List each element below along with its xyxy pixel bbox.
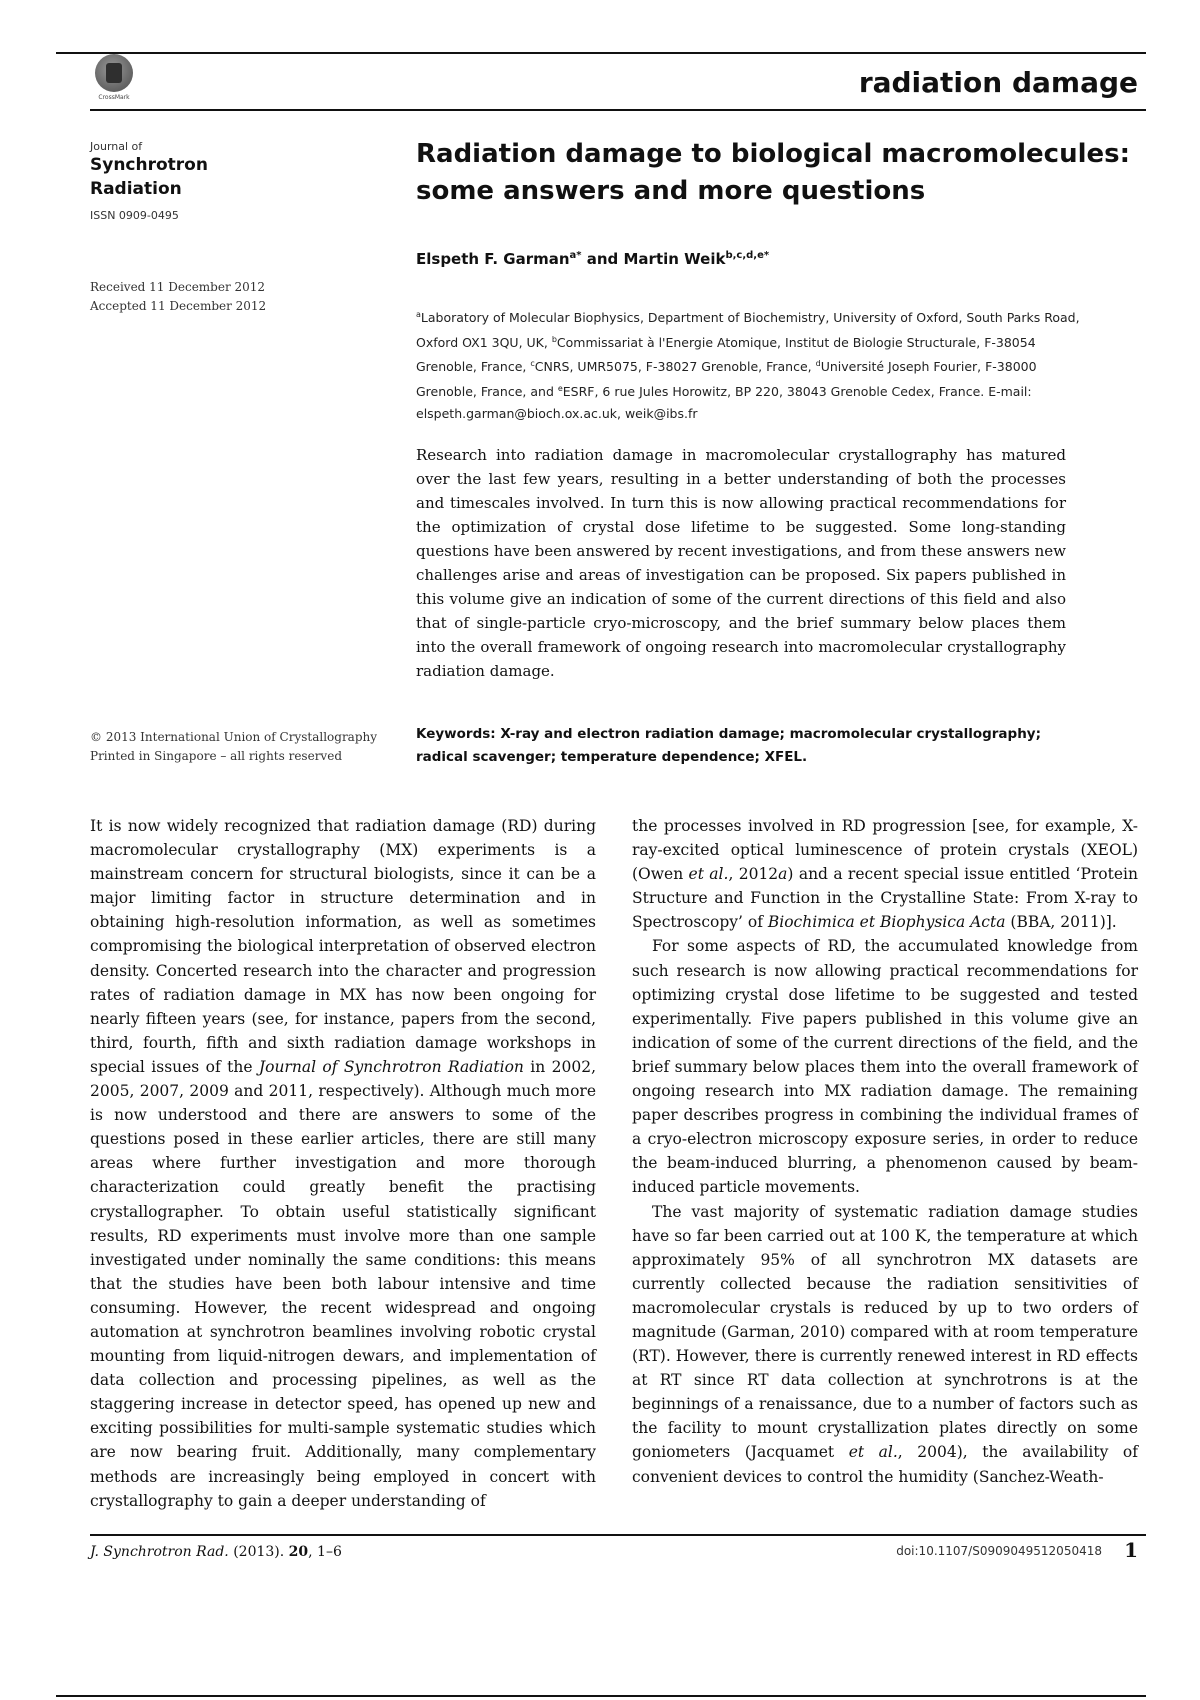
journal-issn: ISSN 0909-0495 — [90, 209, 179, 222]
title-line2: some answers and more questions — [416, 176, 926, 206]
top-rule — [56, 52, 1146, 54]
received-date: Received 11 December 2012 — [90, 280, 266, 294]
footer-volume: 20 — [288, 1544, 309, 1560]
footer-year: (2013). — [228, 1544, 289, 1560]
body-paragraph — [632, 814, 1138, 934]
body-text: , 2004), the availability of convenient devices to control the humidity (Sanchez-Weath- — [632, 1443, 1138, 1486]
keywords: Keywords: X-ray and electron radiation damage; macromolecular crystallography; radical scavenger; temperature dependence; XFEL. — [416, 726, 1042, 765]
body-column-right — [632, 814, 1138, 1489]
citation-etal: et al. — [848, 1443, 898, 1462]
body-text: ) and a recent special issue entitled ‘Protein Structure and Function in the Crystalline State: From X-ray to Spectroscopy’ of — [632, 865, 1138, 932]
copyright-notice — [90, 728, 377, 766]
body-paragraph — [632, 1200, 1138, 1489]
body-paragraph: For some aspects of RD, the accumulated knowledge from such research is now allowing practical recommendations for optimizing crystal dose lifetime to be suggested and tested experimentally. Five papers published in this volume give an indication of some of the current directions of the field, and the brief summary below places them into the overall framework of ongoing research into MX radiation damage. The remaining paper describes progress in combining the individual frames of a cryo-electron microscopy exposure series, in order to reduce the beam-induced blurring, a phenomenon caused by beam-induced particle movements. — [632, 937, 1138, 1197]
page-number: 1 — [1124, 1538, 1138, 1562]
affil-c: CNRS, UMR5075, F-38027 Grenoble, France, — [534, 359, 816, 375]
section-heading: radiation damage — [858, 66, 1138, 99]
body-text: , 2012 — [728, 865, 779, 884]
body-column-left — [90, 814, 596, 1513]
author-weik-affil: b,c,d,e* — [725, 250, 770, 261]
author-conjunction: and — [581, 250, 624, 268]
affil-e: ESRF, 6 rue Jules Horowitz, BP 220, 38043 Grenoble Cedex, France. E-mail: elspeth.garman@bioch.ox.ac.uk, weik@ibs.fr — [416, 384, 1032, 421]
journal-reference: Journal of Synchrotron Radiation — [258, 1057, 524, 1076]
footer-rule — [90, 1534, 1146, 1536]
article-title — [416, 136, 1136, 210]
citation-letter: a — [778, 865, 788, 884]
crossmark-logo[interactable] — [92, 54, 136, 101]
crossmark-label: CrossMark — [98, 94, 130, 101]
affil-b-marker: b — [551, 334, 557, 344]
copyright-line2: Printed in Singapore – all rights reserved — [90, 749, 342, 763]
affil-d-marker: d — [815, 359, 821, 369]
affil-a-marker: a — [416, 310, 421, 319]
crossmark-icon — [95, 54, 133, 92]
body-text: the processes involved in RD progression [see, for example, X-ray-excited optical luminescence of protein crystals (XEOL) (Owen — [632, 817, 1138, 884]
footer-journal: J. Synchrotron Rad. — [90, 1544, 229, 1560]
header-rule — [90, 109, 1146, 111]
affil-b: Commissariat à l'Energie Atomique, Institut de Biologie Structurale, F-38054 Grenoble, France, — [416, 334, 1036, 375]
footer-pages: , 1–6 — [308, 1544, 342, 1560]
affil-e-marker: e — [557, 383, 563, 393]
footer-doi[interactable]: doi:10.1107/S0909049512050418 — [896, 1544, 1102, 1558]
body-paragraph — [90, 814, 596, 1513]
affil-c-marker: c — [530, 359, 535, 369]
copyright-line1: © 2013 International Union of Crystallography — [90, 730, 378, 744]
journal-name-line1: Synchrotron — [90, 155, 208, 175]
affil-d: Université Joseph Fourier, F-38000 Grenoble, France, and — [416, 359, 1037, 400]
body-text: in 2002, 2005, 2007, 2009 and 2011, respectively). Although much more is now understood and there are answers to some of the questions posed in these earlier articles, there are still many areas where further investigation and more thorough characterization could greatly benefit the practising crystallographer. To obtain useful statistically significant results, RD experiments must involve more than one sample investigated under nominally the same conditions: this means that the studies have been both labour intensive and time consuming. However, the recent widespread and ongoing automation at synchrotron beamlines involving robotic crystal mounting from liquid-nitrogen dewars, and implementation of data collection and processing pipelines, as well as the staggering increase in detector speed, has opened up new and exciting possibilities for multi-sample systematic studies which are now bearing fruit. Additionally, many complementary methods are increasingly being employed in concert with crystallography to gain a deeper understanding of — [90, 1057, 596, 1510]
footer-citation — [90, 1544, 342, 1560]
bottom-rule — [56, 1695, 1146, 1697]
body-text: It is now widely recognized that radiation damage (RD) during macromolecular crystallography (MX) experiments is a mainstream concern for structural biologists, since it can be a major limiting factor in structure determination and in obtaining high-resolution information, as well as sometimes compromising the biological interpretation of observed electron density. Concerted research into the character and progression rates of radiation damage in MX has now been ongoing for nearly fifteen years (see, for instance, papers from the second, third, fourth, fifth and sixth radiation damage workshops in special issues of the — [90, 817, 596, 1076]
journal-name-line2: Radiation — [90, 179, 182, 199]
author-garman-affil: a* — [569, 250, 582, 261]
author-garman: Elspeth F. Garman — [416, 250, 570, 268]
title-line1: Radiation damage to biological macromolecules: — [416, 139, 1131, 169]
journal-reference: Biochimica et Biophysica Acta — [767, 913, 1006, 932]
author-list — [416, 250, 769, 268]
affil-a: Laboratory of Molecular Biophysics, Department of Biochemistry, University of Oxford, South Parks Road, Oxford OX1 3QU, UK, — [416, 310, 1080, 350]
article-dates — [90, 278, 266, 316]
abstract: Research into radiation damage in macromolecular crystallography has matured over the last few years, resulting in a better understanding of both the processes and timescales involved. In turn this is now allowing practical recommendations for the optimization of crystal dose lifetime to be suggested. Some long-standing questions have been answered by recent investigations, and from these answers new challenges arise and areas of investigation can be proposed. Six papers published in this volume give an indication of some of the current directions of this field and also that of single-particle cryo-microscopy, and the brief summary below places them into the overall framework of ongoing research into macromolecular crystallography radiation damage. — [416, 446, 1066, 680]
journal-of: Journal of — [90, 140, 143, 153]
affiliations — [416, 304, 1096, 424]
body-text: The vast majority of systematic radiation damage studies have so far been carried out at 100 K, the temperature at which approximately 95% of all synchrotron MX datasets are currently collected because the radiation sensitivities of macromolecular crystals is reduced by up to two orders of magnitude (Garman, 2010) compared with at room temperature (RT). However, there is currently renewed interest in RD effects at RT since RT data collection at synchrotrons is at the beginnings of a renaissance, due to a number of factors such as the facility to mount crystallization plates directly on some goniometers (Jacquamet — [632, 1202, 1138, 1462]
author-weik: Martin Weik — [623, 250, 726, 268]
journal-block — [90, 140, 208, 222]
accepted-date: Accepted 11 December 2012 — [90, 299, 267, 313]
citation-etal: et al. — [688, 865, 729, 884]
body-text: (BBA, 2011)]. — [1005, 913, 1117, 932]
